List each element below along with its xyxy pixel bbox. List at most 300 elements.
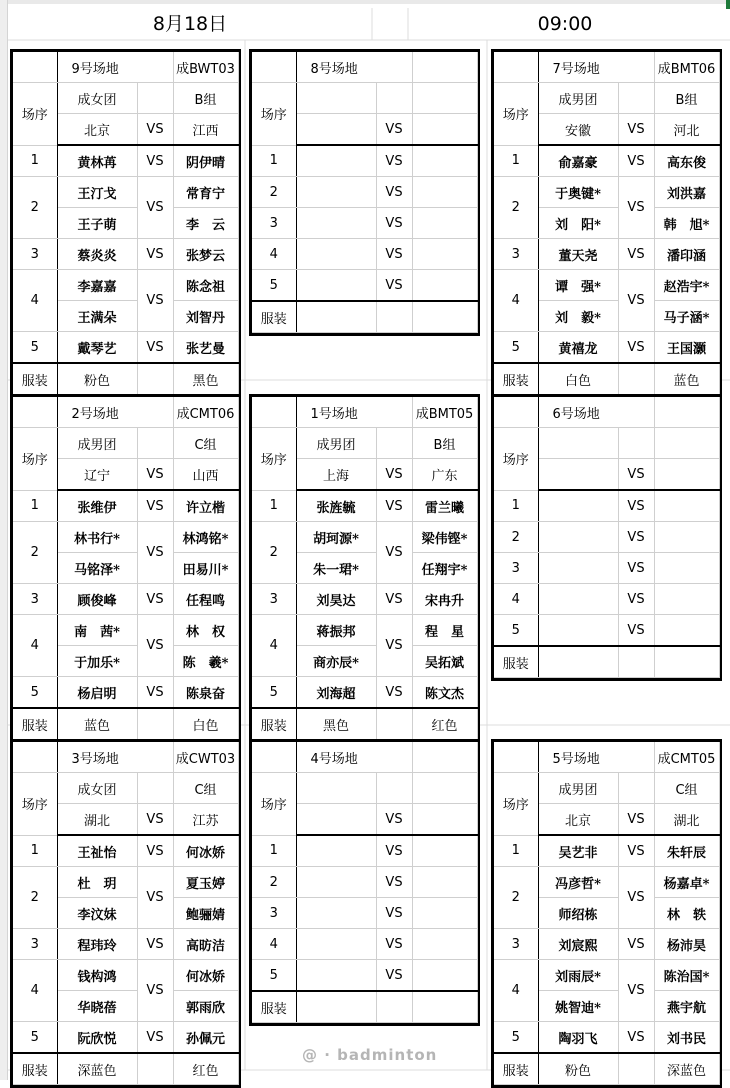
vs-label: VS bbox=[376, 239, 412, 270]
left-team-name: 北京 bbox=[57, 114, 137, 146]
left-player-name: 刘宸熙 bbox=[538, 929, 618, 960]
court-table bbox=[252, 52, 478, 333]
right-player-name: 郭雨欣 bbox=[173, 991, 238, 1022]
order-label: 场序 bbox=[252, 773, 296, 836]
vs-label: VS bbox=[618, 114, 654, 146]
right-team-name: 河北 bbox=[654, 114, 719, 146]
vs-label: VS bbox=[618, 177, 654, 239]
corner-cell bbox=[494, 397, 538, 428]
left-player-name: 张旌毓 bbox=[296, 490, 376, 522]
right-player-name: 杨嘉卓* bbox=[654, 867, 719, 898]
court-name: 4号场地 bbox=[296, 742, 412, 773]
left-player-name: 于加乐* bbox=[57, 646, 137, 677]
order-label: 场序 bbox=[494, 428, 538, 491]
right-player-name bbox=[412, 835, 477, 867]
court-table bbox=[252, 397, 478, 740]
right-team-name bbox=[654, 459, 719, 491]
left-player-name bbox=[538, 522, 618, 553]
court-name: 3号场地 bbox=[57, 742, 173, 773]
vs-label: VS bbox=[376, 960, 412, 992]
right-player-name: 夏玉婷 bbox=[173, 867, 238, 898]
left-player-name bbox=[296, 270, 376, 302]
court-name: 8号场地 bbox=[296, 52, 412, 83]
right-player-name bbox=[412, 270, 477, 302]
vs-label: VS bbox=[618, 270, 654, 332]
right-player-name: 阴伊晴 bbox=[173, 145, 238, 177]
right-player-name bbox=[654, 615, 719, 647]
left-player-name: 李汶妹 bbox=[57, 898, 137, 929]
left-player-name: 王满朵 bbox=[57, 301, 137, 332]
vs-label: VS bbox=[376, 615, 412, 677]
match-order-number: 4 bbox=[13, 960, 57, 1022]
corner-cell bbox=[252, 52, 296, 83]
match-order-number: 2 bbox=[13, 867, 57, 929]
left-team-name: 安徽 bbox=[538, 114, 618, 146]
match-order-number: 4 bbox=[252, 615, 296, 677]
corner-cell bbox=[13, 742, 57, 773]
court-block bbox=[10, 49, 241, 398]
right-player-name: 赵浩宇* bbox=[654, 270, 719, 301]
team-type: 成男团 bbox=[296, 428, 376, 459]
left-player-name: 南 茜* bbox=[57, 615, 137, 646]
left-player-name: 程玮玲 bbox=[57, 929, 137, 960]
match-order-number: 1 bbox=[494, 835, 538, 867]
match-order-number: 4 bbox=[252, 239, 296, 270]
left-player-name bbox=[296, 177, 376, 208]
right-player-name: 常育宁 bbox=[173, 177, 238, 208]
match-order-number: 2 bbox=[252, 522, 296, 584]
vs-label: VS bbox=[137, 677, 173, 709]
match-order-number: 5 bbox=[252, 960, 296, 992]
team-type: 成男团 bbox=[538, 83, 618, 114]
court-block bbox=[491, 49, 722, 398]
event-code: 成BMT05 bbox=[412, 397, 477, 428]
right-team-attire: 蓝色 bbox=[654, 363, 719, 395]
court-block bbox=[491, 739, 722, 1088]
match-order-number: 3 bbox=[13, 239, 57, 270]
attire-label: 服装 bbox=[494, 1053, 538, 1085]
vs-label: VS bbox=[137, 270, 173, 332]
right-team-name bbox=[412, 114, 477, 146]
attire-label: 服装 bbox=[13, 363, 57, 395]
left-player-name: 华晓蓓 bbox=[57, 991, 137, 1022]
right-player-name: 张梦云 bbox=[173, 239, 238, 270]
left-player-name: 黄林苒 bbox=[57, 145, 137, 177]
left-player-name bbox=[538, 584, 618, 615]
order-label: 场序 bbox=[494, 773, 538, 836]
left-player-name: 冯彦哲* bbox=[538, 867, 618, 898]
left-player-name: 姚智迪* bbox=[538, 991, 618, 1022]
event-code: 成CMT06 bbox=[173, 397, 238, 428]
right-player-name: 高昉洁 bbox=[173, 929, 238, 960]
vs-label: VS bbox=[618, 1022, 654, 1054]
match-order-number: 4 bbox=[494, 584, 538, 615]
team-type bbox=[296, 83, 376, 114]
right-team-name: 江苏 bbox=[173, 804, 238, 836]
left-player-name: 杨启明 bbox=[57, 677, 137, 709]
left-team-attire: 深蓝色 bbox=[57, 1053, 137, 1085]
vs-label: VS bbox=[137, 522, 173, 584]
match-order-number: 5 bbox=[252, 270, 296, 302]
left-player-name: 王汀戈 bbox=[57, 177, 137, 208]
right-player-name: 张艺曼 bbox=[173, 332, 238, 364]
group-name bbox=[654, 428, 719, 459]
blank-cell bbox=[376, 428, 412, 459]
vs-label: VS bbox=[618, 835, 654, 867]
vs-label: VS bbox=[376, 677, 412, 709]
vs-label: VS bbox=[137, 177, 173, 239]
match-order-number: 5 bbox=[494, 1022, 538, 1054]
blank-cell bbox=[376, 773, 412, 804]
right-player-name bbox=[654, 522, 719, 553]
match-order-number: 1 bbox=[252, 145, 296, 177]
corner-cell bbox=[494, 742, 538, 773]
event-code: 成CWT03 bbox=[173, 742, 238, 773]
blank-cell bbox=[618, 646, 654, 678]
vs-label: VS bbox=[137, 804, 173, 836]
right-team-attire: 黑色 bbox=[173, 363, 238, 395]
vs-label: VS bbox=[618, 332, 654, 364]
left-player-name: 杜 玥 bbox=[57, 867, 137, 898]
blank-cell bbox=[137, 83, 173, 114]
right-team-attire bbox=[412, 991, 477, 1023]
group-name bbox=[412, 83, 477, 114]
vs-label: VS bbox=[618, 459, 654, 491]
match-order-number: 5 bbox=[13, 1022, 57, 1054]
left-player-name: 黄禧龙 bbox=[538, 332, 618, 364]
attire-label: 服装 bbox=[13, 1053, 57, 1085]
left-team-name: 辽宁 bbox=[57, 459, 137, 491]
vs-label: VS bbox=[618, 804, 654, 836]
match-order-number: 3 bbox=[252, 898, 296, 929]
vs-label: VS bbox=[376, 835, 412, 867]
left-player-name: 王子萌 bbox=[57, 208, 137, 239]
right-player-name: 陈念祖 bbox=[173, 270, 238, 301]
group-name bbox=[412, 773, 477, 804]
vs-label: VS bbox=[376, 490, 412, 522]
match-order-number: 1 bbox=[13, 835, 57, 867]
match-order-number: 1 bbox=[494, 490, 538, 522]
blank-cell bbox=[137, 708, 173, 740]
match-order-number: 2 bbox=[252, 177, 296, 208]
left-team-name bbox=[538, 459, 618, 491]
left-player-name bbox=[296, 145, 376, 177]
left-player-name: 蒋振邦 bbox=[296, 615, 376, 646]
team-type: 成女团 bbox=[57, 83, 137, 114]
match-order-number: 4 bbox=[252, 929, 296, 960]
attire-label: 服装 bbox=[252, 991, 296, 1023]
schedule-time: 09:00 bbox=[537, 13, 593, 35]
team-type bbox=[538, 428, 618, 459]
corner-cell bbox=[13, 397, 57, 428]
right-player-name: 何冰娇 bbox=[173, 835, 238, 867]
right-player-name: 林鸿铭* bbox=[173, 522, 238, 553]
right-player-name: 燕宇航 bbox=[654, 991, 719, 1022]
vs-label: VS bbox=[376, 584, 412, 615]
court-block bbox=[249, 49, 480, 336]
blank-cell bbox=[618, 83, 654, 114]
court-table bbox=[494, 397, 720, 678]
right-player-name bbox=[412, 177, 477, 208]
vs-label: VS bbox=[376, 114, 412, 146]
left-team-name bbox=[296, 804, 376, 836]
match-order-number: 1 bbox=[13, 490, 57, 522]
vs-label: VS bbox=[618, 239, 654, 270]
left-player-name: 师绍栋 bbox=[538, 898, 618, 929]
left-player-name bbox=[296, 208, 376, 239]
right-team-attire bbox=[412, 301, 477, 333]
blank-cell bbox=[618, 428, 654, 459]
vs-label: VS bbox=[618, 145, 654, 177]
match-order-number: 2 bbox=[13, 522, 57, 584]
match-order-number: 2 bbox=[494, 177, 538, 239]
match-order-number: 4 bbox=[13, 615, 57, 677]
vs-label: VS bbox=[618, 867, 654, 929]
court-name: 9号场地 bbox=[57, 52, 173, 83]
blank-cell bbox=[376, 301, 412, 333]
right-player-name: 高东俊 bbox=[654, 145, 719, 177]
team-type: 成男团 bbox=[57, 428, 137, 459]
match-order-number: 5 bbox=[13, 677, 57, 709]
left-player-name: 商亦辰* bbox=[296, 646, 376, 677]
vs-label: VS bbox=[376, 898, 412, 929]
right-player-name: 陈治国* bbox=[654, 960, 719, 991]
vs-label: VS bbox=[137, 960, 173, 1022]
team-type bbox=[296, 773, 376, 804]
vs-label: VS bbox=[137, 584, 173, 615]
corner-cell bbox=[252, 742, 296, 773]
corner-cell bbox=[252, 397, 296, 428]
right-player-name: 田易川* bbox=[173, 553, 238, 584]
right-player-name bbox=[412, 960, 477, 992]
left-player-name bbox=[538, 615, 618, 647]
right-player-name: 何冰娇 bbox=[173, 960, 238, 991]
match-order-number: 4 bbox=[13, 270, 57, 332]
right-team-name: 广东 bbox=[412, 459, 477, 491]
right-player-name: 雷兰曦 bbox=[412, 490, 477, 522]
blank-cell bbox=[376, 991, 412, 1023]
left-player-name: 刘昊达 bbox=[296, 584, 376, 615]
vs-label: VS bbox=[376, 459, 412, 491]
vs-label: VS bbox=[618, 615, 654, 647]
right-player-name: 孙佩元 bbox=[173, 1022, 238, 1054]
court-block bbox=[10, 739, 241, 1088]
order-label: 场序 bbox=[252, 83, 296, 146]
court-table bbox=[494, 742, 720, 1085]
left-player-name bbox=[538, 553, 618, 584]
vs-label: VS bbox=[376, 804, 412, 836]
right-player-name bbox=[412, 239, 477, 270]
match-order-number: 5 bbox=[13, 332, 57, 364]
blank-cell bbox=[376, 708, 412, 740]
court-block bbox=[10, 394, 241, 743]
right-team-name: 江西 bbox=[173, 114, 238, 146]
group-name: B组 bbox=[412, 428, 477, 459]
order-label: 场序 bbox=[13, 773, 57, 836]
court-name: 6号场地 bbox=[538, 397, 654, 428]
event-code bbox=[412, 52, 477, 83]
left-player-name bbox=[296, 898, 376, 929]
left-player-name: 于奥键* bbox=[538, 177, 618, 208]
right-player-name: 许立楷 bbox=[173, 490, 238, 522]
vs-label: VS bbox=[376, 929, 412, 960]
left-player-name: 刘雨辰* bbox=[538, 960, 618, 991]
vs-label: VS bbox=[618, 929, 654, 960]
match-order-number: 3 bbox=[13, 584, 57, 615]
left-player-name: 陶羽飞 bbox=[538, 1022, 618, 1054]
court-table bbox=[13, 742, 239, 1085]
match-order-number: 2 bbox=[494, 867, 538, 929]
right-player-name: 刘智丹 bbox=[173, 301, 238, 332]
vs-label: VS bbox=[137, 1022, 173, 1054]
right-player-name: 杨沛昊 bbox=[654, 929, 719, 960]
right-player-name bbox=[412, 145, 477, 177]
blank-cell bbox=[137, 773, 173, 804]
left-player-name: 林书行* bbox=[57, 522, 137, 553]
right-player-name bbox=[654, 553, 719, 584]
order-label: 场序 bbox=[252, 428, 296, 491]
left-player-name: 刘海超 bbox=[296, 677, 376, 709]
right-player-name: 陈泉奋 bbox=[173, 677, 238, 709]
watermark-text: @ · badminton bbox=[302, 1046, 438, 1064]
right-player-name: 任翔宇* bbox=[412, 553, 477, 584]
match-order-number: 3 bbox=[13, 929, 57, 960]
court-table bbox=[13, 397, 239, 740]
team-type: 成女团 bbox=[57, 773, 137, 804]
court-block bbox=[491, 394, 722, 681]
left-player-name: 刘 毅* bbox=[538, 301, 618, 332]
left-player-name bbox=[296, 929, 376, 960]
left-player-name: 张维伊 bbox=[57, 490, 137, 522]
group-name: C组 bbox=[654, 773, 719, 804]
group-name: B组 bbox=[173, 83, 238, 114]
left-player-name: 胡珂源* bbox=[296, 522, 376, 553]
court-block bbox=[249, 394, 480, 743]
left-team-attire: 蓝色 bbox=[57, 708, 137, 740]
attire-label: 服装 bbox=[252, 301, 296, 333]
left-team-name: 湖北 bbox=[57, 804, 137, 836]
left-player-name: 董天尧 bbox=[538, 239, 618, 270]
right-team-attire: 红色 bbox=[173, 1053, 238, 1085]
right-player-name: 陈 羲* bbox=[173, 646, 238, 677]
order-label: 场序 bbox=[494, 83, 538, 146]
court-block bbox=[249, 739, 480, 1026]
vs-label: VS bbox=[618, 960, 654, 1022]
right-player-name: 韩 旭* bbox=[654, 208, 719, 239]
event-code: 成BWT03 bbox=[173, 52, 238, 83]
left-player-name: 顾俊峰 bbox=[57, 584, 137, 615]
left-player-name: 朱一珺* bbox=[296, 553, 376, 584]
left-player-name bbox=[538, 490, 618, 522]
match-order-number: 3 bbox=[494, 553, 538, 584]
match-order-number: 5 bbox=[494, 332, 538, 364]
match-order-number: 5 bbox=[494, 615, 538, 647]
left-player-name: 俞嘉豪 bbox=[538, 145, 618, 177]
vs-label: VS bbox=[137, 145, 173, 177]
attire-label: 服装 bbox=[494, 363, 538, 395]
court-table bbox=[13, 52, 239, 395]
left-team-attire: 白色 bbox=[538, 363, 618, 395]
event-code bbox=[412, 742, 477, 773]
blank-cell bbox=[618, 363, 654, 395]
match-order-number: 2 bbox=[494, 522, 538, 553]
vs-label: VS bbox=[618, 584, 654, 615]
match-order-number: 1 bbox=[252, 490, 296, 522]
right-player-name: 王国灏 bbox=[654, 332, 719, 364]
right-team-name: 山西 bbox=[173, 459, 238, 491]
right-player-name: 吴拓斌 bbox=[412, 646, 477, 677]
right-player-name: 程 星 bbox=[412, 615, 477, 646]
vs-label: VS bbox=[137, 459, 173, 491]
left-player-name: 王祉怡 bbox=[57, 835, 137, 867]
court-table bbox=[494, 52, 720, 395]
right-player-name bbox=[412, 929, 477, 960]
left-team-attire bbox=[538, 646, 618, 678]
match-order-number: 4 bbox=[494, 270, 538, 332]
left-team-attire: 粉色 bbox=[538, 1053, 618, 1085]
left-player-name: 蔡炎炎 bbox=[57, 239, 137, 270]
left-player-name: 谭 强* bbox=[538, 270, 618, 301]
vs-label: VS bbox=[137, 239, 173, 270]
vs-label: VS bbox=[137, 929, 173, 960]
left-team-attire bbox=[296, 301, 376, 333]
event-code bbox=[654, 397, 719, 428]
match-order-number: 3 bbox=[494, 239, 538, 270]
corner-cell bbox=[13, 52, 57, 83]
right-player-name: 梁伟铿* bbox=[412, 522, 477, 553]
attire-label: 服装 bbox=[494, 646, 538, 678]
right-player-name: 李 云 bbox=[173, 208, 238, 239]
vs-label: VS bbox=[618, 522, 654, 553]
left-player-name: 李嘉嘉 bbox=[57, 270, 137, 301]
group-name: C组 bbox=[173, 428, 238, 459]
vs-label: VS bbox=[137, 615, 173, 677]
vs-label: VS bbox=[618, 490, 654, 522]
right-player-name: 鲍骊婧 bbox=[173, 898, 238, 929]
court-name: 5号场地 bbox=[538, 742, 654, 773]
right-player-name: 刘洪嘉 bbox=[654, 177, 719, 208]
court-name: 1号场地 bbox=[296, 397, 412, 428]
vs-label: VS bbox=[137, 490, 173, 522]
match-order-number: 1 bbox=[252, 835, 296, 867]
corner-cell bbox=[494, 52, 538, 83]
left-team-attire bbox=[296, 991, 376, 1023]
vs-label: VS bbox=[376, 145, 412, 177]
match-order-number: 4 bbox=[494, 960, 538, 1022]
vs-label: VS bbox=[376, 270, 412, 302]
group-name: B组 bbox=[654, 83, 719, 114]
right-player-name bbox=[412, 898, 477, 929]
right-player-name: 陈文杰 bbox=[412, 677, 477, 709]
event-code: 成CMT05 bbox=[654, 742, 719, 773]
left-team-name bbox=[296, 114, 376, 146]
right-player-name: 林 权 bbox=[173, 615, 238, 646]
right-team-name: 湖北 bbox=[654, 804, 719, 836]
left-team-name: 上海 bbox=[296, 459, 376, 491]
blank-cell bbox=[376, 83, 412, 114]
left-player-name: 吴艺非 bbox=[538, 835, 618, 867]
attire-label: 服装 bbox=[252, 708, 296, 740]
blank-cell bbox=[137, 363, 173, 395]
right-player-name bbox=[412, 208, 477, 239]
left-team-name: 北京 bbox=[538, 804, 618, 836]
right-player-name: 宋冉升 bbox=[412, 584, 477, 615]
match-order-number: 5 bbox=[252, 677, 296, 709]
vs-label: VS bbox=[376, 177, 412, 208]
vs-label: VS bbox=[137, 867, 173, 929]
match-order-number: 1 bbox=[494, 145, 538, 177]
group-name: C组 bbox=[173, 773, 238, 804]
